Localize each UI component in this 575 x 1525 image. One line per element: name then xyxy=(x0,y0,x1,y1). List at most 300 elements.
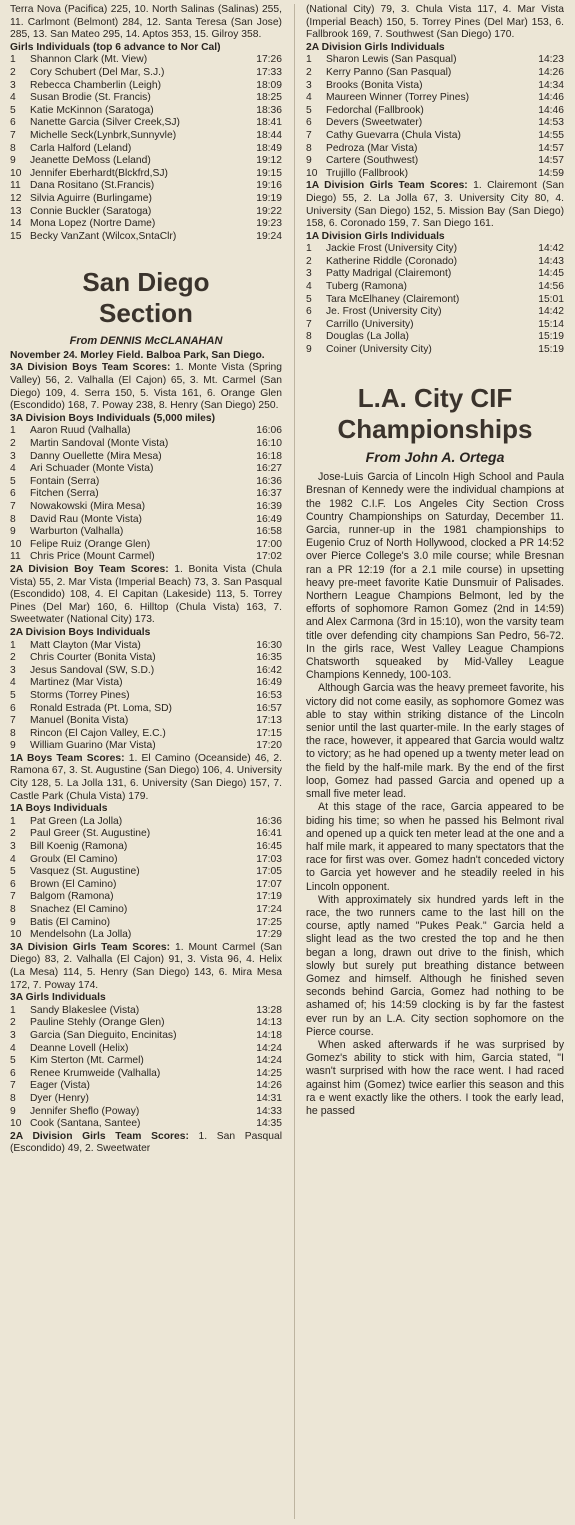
result-place: 10 xyxy=(10,929,22,941)
result-row xyxy=(10,218,282,231)
result-time: 18:36 xyxy=(256,104,282,116)
result-name: Devers (Sweetwater) xyxy=(326,117,423,129)
girls-3a-team-label: 3A Division Girls Team Scores: xyxy=(10,941,171,953)
result-place: 8 xyxy=(10,142,16,154)
result-place: 5 xyxy=(10,866,16,878)
result-name: Pauline Stehly (Orange Glen) xyxy=(30,1017,165,1029)
boys-2a-team-text: 1. Bonita Vista (Chula Vista) 55, 2. Mar Vista (Imperial Beach) 73, 3. San Pasqual (Escondido) 108, 4. El Capitan (Lakeside) 113, 5. Torrey Pines (Del Mar) 160, 6. Hilltop (Chula Vista) 163, 7. Sweetwater (National City) 173. xyxy=(10,563,282,626)
result-place: 6 xyxy=(10,488,16,500)
result-row xyxy=(10,155,282,168)
result-time: 17:25 xyxy=(256,916,282,928)
result-name: Susan Brodie (St. Francis) xyxy=(30,92,151,104)
result-place: 4 xyxy=(10,853,16,865)
boys-2a-list xyxy=(10,640,282,753)
result-time: 14:34 xyxy=(538,79,564,91)
result-time: 15:01 xyxy=(538,293,564,305)
result-place: 3 xyxy=(10,450,16,462)
result-time: 14:55 xyxy=(538,129,564,141)
result-name: Balgom (Ramona) xyxy=(30,891,114,903)
result-name: Jennifer Sheflo (Poway) xyxy=(30,1105,140,1117)
result-name: Sandy Blakeslee (Vista) xyxy=(30,1004,140,1016)
result-row xyxy=(10,1093,282,1106)
result-time: 14:13 xyxy=(256,1017,282,1029)
result-row xyxy=(10,514,282,527)
result-row xyxy=(10,652,282,665)
result-time: 14:23 xyxy=(538,54,564,66)
result-place: 2 xyxy=(306,66,312,78)
result-row xyxy=(10,80,282,93)
result-row xyxy=(10,105,282,118)
result-row xyxy=(10,54,282,67)
result-name: David Rau (Monte Vista) xyxy=(30,513,142,525)
result-row xyxy=(10,640,282,653)
result-time: 14:24 xyxy=(256,1042,282,1054)
result-time: 14:57 xyxy=(538,155,564,167)
result-row xyxy=(306,256,564,269)
result-name: Chris Courter (Bonita Vista) xyxy=(30,652,156,664)
result-name: Brown (El Camino) xyxy=(30,878,117,890)
result-place: 7 xyxy=(10,715,16,727)
result-place: 8 xyxy=(306,142,312,154)
result-name: Renee Krumweide (Valhalla) xyxy=(30,1067,161,1079)
result-place: 9 xyxy=(10,740,16,752)
result-name: Je. Frost (University City) xyxy=(326,306,442,318)
result-time: 16:36 xyxy=(256,815,282,827)
result-name: Connie Buckler (Saratoga) xyxy=(30,205,152,217)
result-time: 14:46 xyxy=(538,104,564,116)
girls-3a-list xyxy=(10,1005,282,1131)
result-place: 1 xyxy=(10,815,16,827)
result-name: Batis (El Camino) xyxy=(30,916,111,928)
result-place: 10 xyxy=(10,538,22,550)
girls-2a-team-scores-start xyxy=(10,1131,282,1156)
result-name: Carla Halford (Leland) xyxy=(30,142,132,154)
result-name: Martin Sandoval (Monte Vista) xyxy=(30,438,169,450)
result-time: 16:37 xyxy=(256,488,282,500)
result-name: Coiner (University City) xyxy=(326,344,432,356)
result-name: Cook (Santana, Santee) xyxy=(30,1118,141,1130)
la-city-byline: From John A. Ortega xyxy=(365,448,505,465)
result-row xyxy=(10,193,282,206)
result-place: 1 xyxy=(10,1004,16,1016)
result-row xyxy=(10,92,282,105)
result-name: Jennifer Eberhardt(Blckfrd,SJ) xyxy=(30,167,168,179)
result-name: Deanne Lovell (Helix) xyxy=(30,1042,129,1054)
result-time: 14:26 xyxy=(256,1080,282,1092)
result-row xyxy=(306,168,564,181)
result-name: Chris Price (Mount Carmel) xyxy=(30,551,155,563)
boys-1a-list xyxy=(10,816,282,942)
title-line-2: Section xyxy=(99,298,193,329)
result-row xyxy=(10,539,282,552)
result-place: 2 xyxy=(10,438,16,450)
result-time: 17:15 xyxy=(256,727,282,739)
result-time: 18:49 xyxy=(256,142,282,154)
result-place: 7 xyxy=(10,1080,16,1092)
result-time: 14:24 xyxy=(256,1055,282,1067)
result-place: 9 xyxy=(306,344,312,356)
result-place: 9 xyxy=(10,526,16,538)
column-divider xyxy=(294,4,295,1519)
result-row xyxy=(306,243,564,256)
result-place: 6 xyxy=(10,878,16,890)
girls-1a-team-label: 1A Division Girls Team Scores: xyxy=(306,180,468,192)
result-place: 10 xyxy=(10,167,22,179)
result-row xyxy=(10,1005,282,1018)
result-time: 16:41 xyxy=(256,828,282,840)
girls-2a-heading: 2A Division Girls Individuals xyxy=(306,41,445,53)
result-place: 14 xyxy=(10,218,22,230)
result-name: Carrillo (University) xyxy=(326,318,414,330)
result-name: Matt Clayton (Mar Vista) xyxy=(30,639,141,651)
boys-2a-team-label: 2A Division Boy Team Scores: xyxy=(10,563,169,575)
result-name: Michelle Seck(Lynbrk,Sunnyvle) xyxy=(30,129,177,141)
result-row xyxy=(10,841,282,854)
result-row xyxy=(306,281,564,294)
result-time: 14:59 xyxy=(538,167,564,179)
result-name: Kerry Panno (San Pasqual) xyxy=(326,66,452,78)
result-row xyxy=(306,67,564,80)
result-time: 19:24 xyxy=(256,230,282,242)
result-time: 16:49 xyxy=(256,677,282,689)
result-name: Cathy Guevarra (Chula Vista) xyxy=(326,129,461,141)
result-time: 16:45 xyxy=(256,841,282,853)
result-time: 14:46 xyxy=(538,92,564,104)
result-row xyxy=(306,54,564,67)
result-time: 16:58 xyxy=(256,526,282,538)
result-name: Snachez (El Camino) xyxy=(30,904,128,915)
result-place: 10 xyxy=(306,167,318,179)
article-paragraph: When asked afterwards if he was surprised by Gomez's ability to stick with him, Garcia stated, "I wasn't surprised with how the race went. I had raced against him (Gomez) twice earlier this season and this ra e went exactly like the others. I took the early lead, he passed xyxy=(306,1038,564,1117)
result-time: 14:53 xyxy=(538,117,564,129)
result-place: 2 xyxy=(10,652,16,664)
result-row xyxy=(306,92,564,105)
result-name: Danny Ouellette (Mira Mesa) xyxy=(30,450,162,462)
result-place: 8 xyxy=(10,1092,16,1104)
result-row xyxy=(10,1118,282,1131)
result-time: 14:43 xyxy=(538,255,564,267)
result-time: 15:19 xyxy=(538,331,564,343)
result-time: 14:26 xyxy=(538,66,564,78)
result-place: 5 xyxy=(306,104,312,116)
result-place: 7 xyxy=(10,501,16,512)
result-name: Felipe Ruiz (Orange Glen) xyxy=(30,538,151,550)
result-time: 17:07 xyxy=(256,878,282,890)
result-time: 16:53 xyxy=(256,689,282,701)
result-place: 3 xyxy=(10,79,16,91)
result-row xyxy=(306,130,564,143)
result-time: 14:42 xyxy=(538,306,564,318)
result-time: 17:24 xyxy=(256,904,282,915)
result-row xyxy=(10,1080,282,1093)
result-name: Kim Sterton (Mt. Carmel) xyxy=(30,1055,144,1067)
girls-3a-team-scores xyxy=(10,942,282,992)
san-diego-byline: From DENNIS McCLANAHAN xyxy=(69,335,223,348)
boys-3a-heading: 3A Division Boys Individuals (5,000 miles) xyxy=(10,412,216,424)
result-name: Douglas (La Jolla) xyxy=(326,331,409,343)
result-place: 12 xyxy=(10,192,22,204)
result-row xyxy=(306,294,564,307)
result-name: Nanette Garcia (Silver Creek,SJ) xyxy=(30,117,180,129)
result-row xyxy=(10,728,282,741)
result-time: 19:12 xyxy=(256,155,282,167)
result-name: Bill Koenig (Ramona) xyxy=(30,841,128,853)
result-place: 3 xyxy=(10,841,16,853)
result-place: 7 xyxy=(10,129,16,141)
title-line-1: L.A. City CIF xyxy=(357,382,513,413)
result-row xyxy=(10,816,282,829)
nor-cal-girls-list xyxy=(10,54,282,243)
result-time: 18:41 xyxy=(256,117,282,129)
result-name: Tara McElhaney (Clairemont) xyxy=(326,293,460,305)
result-name: Patty Madrigal (Clairemont) xyxy=(326,268,452,280)
result-place: 7 xyxy=(306,129,312,141)
result-place: 1 xyxy=(10,425,16,437)
boys-1a-team-scores xyxy=(10,753,282,803)
result-name: Garcia (San Dieguito, Encinitas) xyxy=(30,1029,177,1041)
result-name: Jackie Frost (University City) xyxy=(326,243,458,255)
result-name: Sharon Lewis (San Pasqual) xyxy=(326,54,457,66)
result-place: 4 xyxy=(10,463,16,475)
result-place: 6 xyxy=(10,702,16,714)
result-name: Pat Green (La Jolla) xyxy=(30,815,123,827)
result-name: Dana Rositano (St.Francis) xyxy=(30,180,155,192)
result-time: 16:27 xyxy=(256,463,282,475)
result-time: 16:39 xyxy=(256,501,282,512)
result-place: 4 xyxy=(10,677,16,689)
result-place: 2 xyxy=(10,66,16,78)
result-place: 8 xyxy=(10,727,16,739)
result-row xyxy=(10,438,282,451)
result-place: 5 xyxy=(10,1055,16,1067)
girls-2a-team-scores-cont: (National City) 79, 3. Chula Vista 117, 4. Mar Vista (Imperial Beach) 150, 5. Torrey Pines (Del Mar) 153, 6. Fallbrook 169, 7. Southwest (San Diego) 170. xyxy=(306,4,564,41)
result-name: Fontain (Serra) xyxy=(30,475,100,487)
result-name: Martinez (Mar Vista) xyxy=(30,677,123,689)
result-name: Silvia Aguirre (Burlingame) xyxy=(30,192,152,204)
boys-2a-heading: 2A Division Boys Individuals xyxy=(10,626,151,638)
result-row xyxy=(10,117,282,130)
boys-1a-team-text: 1. El Camino (Oceanside) 46, 2. Ramona 67, 3. St. Augustine (San Diego) 106, 4. University City 128, 5. La Jolla 131, 6. University (San Diego) 157, 7. Castle Park (Chula Vista) 179. xyxy=(10,752,282,802)
result-row xyxy=(10,854,282,867)
result-row xyxy=(10,740,282,753)
result-row xyxy=(10,463,282,476)
result-name: Vasquez (St. Augustine) xyxy=(30,866,140,878)
result-place: 7 xyxy=(306,318,312,330)
result-row xyxy=(10,67,282,80)
result-name: Pedroza (Mar Vista) xyxy=(326,142,418,154)
result-row xyxy=(10,715,282,728)
result-time: 17:00 xyxy=(256,538,282,550)
article-paragraph: With approximately six hundred yards left in the race, the two runners came to the last hill on the course, aptly named "Pukes Peak." Garcia held a slight lead as the two crested the top and he then began a long, drawn out drive to the finish, which slowly but surely put breathing distance between Gomez and himself. Although he finished seven seconds behind Garcia, Gomez had nothing to be ashamed of; his 14:59 clocking is by far the fastest ever run by an L.A. City section sophomore on the Pierce course. xyxy=(306,893,564,1038)
result-name: Eager (Vista) xyxy=(30,1080,90,1092)
result-row xyxy=(10,904,282,917)
boys-2a-team-scores xyxy=(10,564,282,627)
result-time: 19:22 xyxy=(256,205,282,217)
result-place: 8 xyxy=(10,904,16,915)
result-place: 2 xyxy=(10,828,16,840)
result-place: 2 xyxy=(306,255,312,267)
girls-2a-team-text-left: 1. San Pasqual (Escondido) 49, 2. Sweetwater xyxy=(10,1130,282,1155)
result-row xyxy=(306,268,564,281)
boys-1a-heading: 1A Boys Individuals xyxy=(10,803,108,815)
result-row xyxy=(10,1017,282,1030)
result-time: 19:15 xyxy=(256,167,282,179)
result-row xyxy=(10,168,282,181)
result-time: 17:26 xyxy=(256,54,282,66)
result-row xyxy=(10,451,282,464)
result-time: 17:05 xyxy=(256,866,282,878)
result-place: 5 xyxy=(10,104,16,116)
article-paragraph: At this stage of the race, Garcia appeared to be biding his time; so when he passed his Belmont rival and opened up a quick ten meter lead at the one and a half mile mark, it appeared to many spectators that the race for first was over. Gomez hadn't conceded victory to Garcia yet however and he steadily reeled in his Lincoln opponent. xyxy=(306,801,564,893)
result-name: Shannon Clark (Mt. View) xyxy=(30,54,148,66)
result-time: 14:57 xyxy=(538,142,564,154)
result-time: 14:56 xyxy=(538,281,564,293)
result-row xyxy=(10,929,282,942)
result-time: 14:33 xyxy=(256,1105,282,1117)
result-name: Cartere (Southwest) xyxy=(326,155,419,167)
result-time: 17:13 xyxy=(256,715,282,727)
result-name: Paul Greer (St. Augustine) xyxy=(30,828,151,840)
result-place: 6 xyxy=(10,1067,16,1079)
result-name: William Guarino (Mar Vista) xyxy=(30,740,156,752)
result-place: 9 xyxy=(10,1105,16,1117)
result-place: 2 xyxy=(10,1017,16,1029)
title-line-1: San Diego xyxy=(82,267,210,298)
girls-1a-list xyxy=(306,243,564,356)
la-city-title xyxy=(306,383,564,445)
result-time: 17:33 xyxy=(256,66,282,78)
result-name: Storms (Torrey Pines) xyxy=(30,689,130,701)
result-name: Trujillo (Fallbrook) xyxy=(326,167,409,179)
result-row xyxy=(10,703,282,716)
result-time: 14:45 xyxy=(538,268,564,280)
result-name: Katherine Riddle (Coronado) xyxy=(326,255,458,267)
result-place: 11 xyxy=(10,180,21,192)
result-time: 19:19 xyxy=(256,192,282,204)
result-time: 19:23 xyxy=(256,218,282,230)
result-row xyxy=(306,331,564,344)
result-row xyxy=(10,665,282,678)
result-row xyxy=(10,476,282,489)
result-time: 16:30 xyxy=(256,639,282,651)
result-place: 1 xyxy=(306,54,312,66)
result-row xyxy=(10,879,282,892)
girls-1a-team-scores xyxy=(306,180,564,230)
result-row xyxy=(10,551,282,564)
girls-2a-list xyxy=(306,54,564,180)
result-name: Groulx (El Camino) xyxy=(30,853,118,865)
result-name: Brooks (Bonita Vista) xyxy=(326,79,423,91)
girls-3a-heading: 3A Girls Individuals xyxy=(10,992,106,1004)
boys-1a-team-label: 1A Boys Team Scores: xyxy=(10,752,125,764)
result-row xyxy=(10,1106,282,1119)
result-time: 17:02 xyxy=(256,551,282,563)
result-row xyxy=(10,231,282,244)
result-name: Ari Schuader (Monte Vista) xyxy=(30,463,154,475)
result-place: 1 xyxy=(10,639,16,651)
article-paragraph: Although Garcia was the heavy premeet favorite, his victory did not come easily, as sophomore Gomez was able to stay within striking distance of the Lincoln senior until the last quarter-mile. In the early stages of the race, however, it appeared that Garcia would waltz to victory; as he had opened up a twenty meter lead on the field by the half-mile mark. By the end of the first loop, Gomez had passed Garcia and opened up a small five meter lead. xyxy=(306,682,564,801)
result-name: Mendelsohn (La Jolla) xyxy=(30,929,132,941)
result-place: 13 xyxy=(10,205,22,217)
girls-1a-team-text: 1. Clairemont (San Diego) 55, 2. La Jolla 67, 3. University City 80, 4. University (San Diego) 152, 5. Mission Bay (San Diego) 158, 6. Coronado 159, 7. San Diego 161. xyxy=(306,180,564,230)
result-name: Cory Schubert (Del Mar, S.J.) xyxy=(30,66,165,78)
result-row xyxy=(10,866,282,879)
result-time: 18:44 xyxy=(256,129,282,141)
result-place: 3 xyxy=(10,664,16,676)
result-row xyxy=(306,80,564,93)
result-place: 10 xyxy=(10,1118,22,1130)
result-time: 16:36 xyxy=(256,475,282,487)
result-row xyxy=(10,690,282,703)
result-place: 3 xyxy=(306,268,312,280)
result-name: Fitchen (Serra) xyxy=(30,488,99,500)
result-place: 4 xyxy=(10,1042,16,1054)
result-row xyxy=(306,155,564,168)
result-name: Maureen Winner (Torrey Pines) xyxy=(326,92,470,104)
result-row xyxy=(10,425,282,438)
result-time: 17:03 xyxy=(256,853,282,865)
nor-cal-team-scores: Terra Nova (Pacifica) 225, 10. North Salinas (Salinas) 255, 11. Carlmont (Belmont) 284, 12. Santa Teresa (San Jose) 285, 13. San Mateo 295, 14. Aptos 353, 15. Gilroy 358. xyxy=(10,4,282,41)
result-place: 9 xyxy=(10,155,16,167)
result-row xyxy=(306,306,564,319)
result-time: 16:49 xyxy=(256,513,282,525)
result-row xyxy=(10,143,282,156)
result-name: Dyer (Henry) xyxy=(30,1092,89,1104)
result-time: 19:16 xyxy=(256,180,282,192)
result-name: Ronald Estrada (Pt. Loma, SD) xyxy=(30,702,172,714)
result-row xyxy=(10,180,282,193)
result-place: 9 xyxy=(306,155,312,167)
result-place: 5 xyxy=(10,689,16,701)
boys-3a-team-scores xyxy=(10,362,282,412)
result-row xyxy=(10,891,282,904)
result-name: Rebecca Chamberlin (Leigh) xyxy=(30,79,162,91)
result-place: 15 xyxy=(10,230,22,242)
san-diego-dateline: November 24. Morley Field. Balboa Park, San Diego. xyxy=(10,349,265,361)
result-time: 14:31 xyxy=(256,1092,282,1104)
girls-2a-team-label: 2A Division Girls Team Scores: xyxy=(10,1130,189,1142)
result-row xyxy=(306,344,564,357)
result-row xyxy=(10,828,282,841)
result-time: 18:09 xyxy=(256,79,282,91)
result-name: Rincon (El Cajon Valley, E.C.) xyxy=(30,727,166,739)
result-name: Fedorchal (Fallbrook) xyxy=(326,104,424,116)
la-city-article-body xyxy=(306,471,564,1118)
result-name: Tuberg (Ramona) xyxy=(326,281,407,293)
result-place: 6 xyxy=(306,117,312,129)
result-row xyxy=(10,917,282,930)
left-column xyxy=(10,4,282,1156)
result-name: Jeanette DeMoss (Leland) xyxy=(30,155,151,167)
result-time: 16:35 xyxy=(256,652,282,664)
result-place: 4 xyxy=(306,281,312,293)
result-place: 1 xyxy=(306,243,312,255)
result-place: 4 xyxy=(10,92,16,104)
result-time: 16:06 xyxy=(256,425,282,437)
result-name: Aaron Ruud (Valhalla) xyxy=(30,425,131,437)
result-place: 8 xyxy=(306,331,312,343)
result-row xyxy=(10,1043,282,1056)
result-time: 17:19 xyxy=(256,891,282,903)
result-time: 16:18 xyxy=(256,450,282,462)
boys-3a-team-text: 1. Monte Vista (Spring Valley) 56, 2. Valhalla (El Cajon) 65, 3. Mt. Carmel (San Diego) 109, 4. Serra 150, 5. Vista 161, 6. Orange Glen (Escondido) 168, 7. Poway 238, 8. Henry (San Diego) 250. xyxy=(10,362,282,412)
result-time: 14:35 xyxy=(256,1118,282,1130)
result-row xyxy=(10,1055,282,1068)
result-row xyxy=(10,526,282,539)
result-row xyxy=(306,143,564,156)
result-place: 3 xyxy=(306,79,312,91)
result-place: 4 xyxy=(306,92,312,104)
